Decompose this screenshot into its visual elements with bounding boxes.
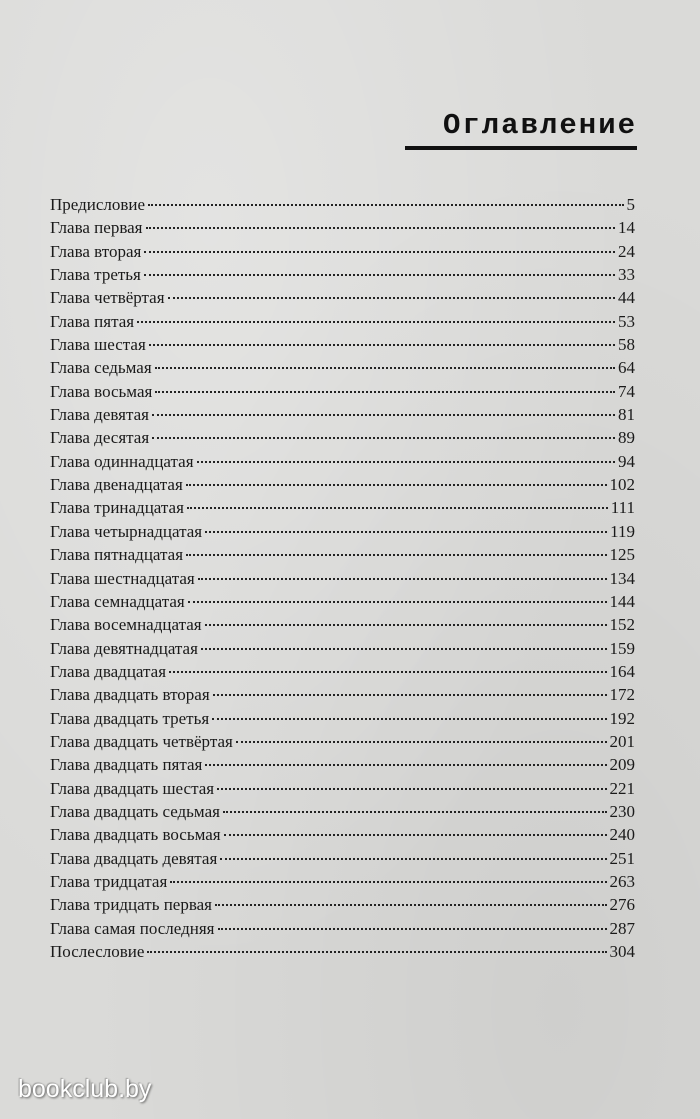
dot-leader (146, 227, 616, 229)
toc-entry-page: 192 (609, 708, 635, 728)
toc-entry (50, 310, 635, 333)
toc-entry-page: 209 (609, 755, 635, 775)
dot-leader (186, 554, 606, 556)
toc-entry-title: Глава двадцатая (50, 661, 167, 681)
toc-entry-title: Глава вторая (50, 241, 142, 261)
toc-entry-title: Глава третья (50, 265, 141, 285)
toc-entry-title: Глава четырнадцатая (50, 521, 203, 541)
dot-leader (149, 344, 615, 346)
toc-entry (50, 893, 635, 916)
dot-leader (213, 694, 607, 696)
dot-leader (168, 297, 615, 299)
toc-entry-title: Глава пятнадцатая (50, 545, 184, 565)
toc-entry-page: 230 (609, 801, 635, 821)
toc-entry-page: 53 (618, 311, 635, 331)
toc-entry-title: Глава шестнадцатая (50, 568, 195, 588)
toc-entry-title: Глава шестая (50, 335, 146, 355)
dot-leader (152, 414, 615, 416)
dot-leader (144, 251, 615, 253)
toc-entry (50, 403, 635, 426)
toc-entry-page: 94 (618, 451, 635, 471)
dot-leader (170, 881, 606, 883)
toc-entry (50, 496, 635, 519)
toc-entry-page: 58 (618, 335, 635, 355)
toc-entry-title: Глава восьмая (50, 381, 153, 401)
toc-entry-title: Глава девятая (50, 405, 149, 425)
toc-entry (50, 940, 635, 963)
dot-leader (137, 321, 615, 323)
dot-leader (144, 274, 615, 276)
toc-entry-title: Глава первая (50, 218, 143, 238)
toc-entry (50, 777, 635, 800)
toc-entry (50, 356, 635, 379)
toc-entry (50, 333, 635, 356)
dot-leader (197, 461, 615, 463)
dot-leader (187, 507, 608, 509)
heading-block (405, 108, 637, 150)
table-of-contents (50, 193, 635, 963)
toc-entry-page: 201 (609, 731, 635, 751)
toc-entry (50, 590, 635, 613)
dot-leader (224, 834, 607, 836)
toc-entry-page: 263 (609, 871, 635, 891)
toc-entry-title: Глава двадцать вторая (50, 685, 210, 705)
toc-entry-title: Глава двадцать восьмая (50, 825, 221, 845)
toc-entry-page: 111 (610, 498, 635, 518)
dot-leader (155, 391, 615, 393)
toc-entry (50, 286, 635, 309)
toc-entry-title: Глава двадцать пятая (50, 755, 203, 775)
dot-leader (205, 624, 607, 626)
toc-entry-page: 144 (609, 591, 635, 611)
toc-entry-title: Глава девятнадцатая (50, 638, 198, 658)
toc-entry-page: 287 (609, 918, 635, 938)
toc-entry-title: Глава пятая (50, 311, 135, 331)
dot-leader (205, 764, 606, 766)
toc-entry-title: Глава тридцать первая (50, 895, 213, 915)
dot-leader (201, 648, 607, 650)
toc-entry (50, 216, 635, 239)
toc-entry-page: 152 (609, 615, 635, 635)
toc-entry-title: Глава двадцать седьмая (50, 801, 220, 821)
toc-entry-title: Глава одиннадцатая (50, 451, 194, 471)
toc-entry-page: 119 (610, 521, 635, 541)
dot-leader (217, 788, 606, 790)
toc-entry (50, 870, 635, 893)
toc-entry-page: 89 (618, 428, 635, 448)
toc-entry-page: 164 (609, 661, 635, 681)
toc-entry-title: Послесловие (50, 942, 145, 961)
title-underline (405, 146, 637, 150)
toc-entry (50, 730, 635, 753)
toc-entry-page: 221 (609, 778, 635, 798)
toc-entry (50, 800, 635, 823)
dot-leader (152, 437, 615, 439)
toc-entry-title: Глава двадцать шестая (50, 778, 215, 798)
toc-entry (50, 450, 635, 473)
toc-entry (50, 240, 635, 263)
toc-entry-title: Предисловие (50, 195, 146, 214)
dot-leader (169, 671, 606, 673)
toc-entry (50, 637, 635, 660)
toc-entry-title: Глава тринадцатая (50, 498, 184, 518)
toc-entry-title: Глава седьмая (50, 358, 152, 378)
toc-entry-page: 134 (609, 568, 635, 588)
toc-entry-title: Глава двадцать третья (50, 708, 210, 728)
toc-entry (50, 543, 635, 566)
dot-leader (155, 367, 615, 369)
page-title: Оглавление (442, 109, 637, 142)
toc-entry-title: Глава десятая (50, 428, 150, 448)
toc-entry (50, 263, 635, 286)
watermark: bookclub.by (18, 1075, 152, 1103)
toc-entry-title: Глава двадцать девятая (50, 848, 218, 868)
toc-entry (50, 193, 635, 216)
toc-entry-page: 24 (618, 241, 635, 261)
toc-entry-page: 159 (609, 638, 635, 658)
toc-entry-title: Глава самая последняя (50, 918, 215, 938)
toc-entry-page: 74 (618, 381, 635, 401)
toc-entry (50, 683, 635, 706)
dot-leader (212, 718, 606, 720)
dot-leader (147, 951, 606, 953)
dot-leader (236, 741, 607, 743)
toc-entry (50, 847, 635, 870)
toc-entry (50, 426, 635, 449)
toc-entry-page: 304 (609, 942, 635, 961)
toc-entry (50, 660, 635, 683)
toc-entry-title: Глава семнадцатая (50, 591, 185, 611)
toc-entry-page: 14 (618, 218, 635, 238)
toc-entry (50, 753, 635, 776)
toc-entry-page: 5 (626, 195, 635, 214)
toc-entry (50, 823, 635, 846)
toc-entry-page: 44 (618, 288, 635, 308)
toc-entry (50, 520, 635, 543)
toc-entry-page: 33 (618, 265, 635, 285)
toc-entry (50, 473, 635, 496)
dot-leader (186, 484, 607, 486)
dot-leader (205, 531, 607, 533)
dot-leader (218, 928, 607, 930)
toc-entry-title: Глава восемнадцатая (50, 615, 202, 635)
toc-entry-title: Глава тридцатая (50, 871, 168, 891)
toc-entry-page: 240 (609, 825, 635, 845)
toc-entry-page: 125 (609, 545, 635, 565)
toc-entry-page: 81 (618, 405, 635, 425)
dot-leader (198, 578, 607, 580)
toc-entry-title: Глава двенадцатая (50, 475, 183, 495)
toc-entry-page: 251 (609, 848, 635, 868)
dot-leader (215, 904, 606, 906)
dot-leader (188, 601, 607, 603)
toc-entry (50, 567, 635, 590)
dot-leader (220, 858, 606, 860)
toc-entry (50, 707, 635, 730)
toc-entry-page: 64 (618, 358, 635, 378)
toc-entry (50, 917, 635, 940)
toc-entry (50, 613, 635, 636)
toc-entry-title: Глава двадцать четвёртая (50, 731, 233, 751)
toc-entry-title: Глава четвёртая (50, 288, 165, 308)
toc-entry (50, 380, 635, 403)
toc-entry-page: 172 (609, 685, 635, 705)
dot-leader (223, 811, 607, 813)
dot-leader (148, 204, 623, 206)
toc-entry-page: 276 (609, 895, 635, 915)
toc-entry-page: 102 (609, 475, 635, 495)
